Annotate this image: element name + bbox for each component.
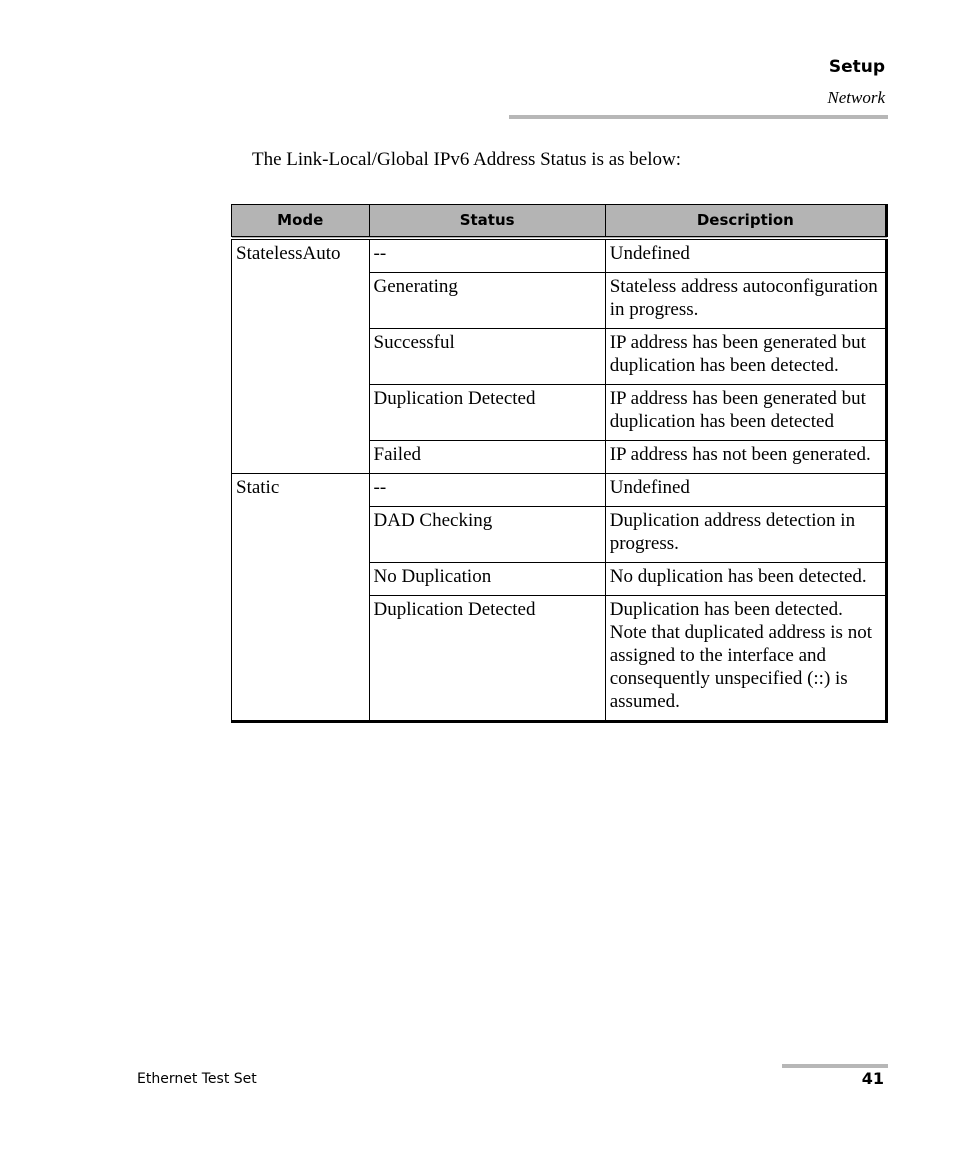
status-cell: Successful [369,329,605,385]
section-subtitle: Network [827,88,885,107]
mode-cell: Static [232,474,370,722]
status-cell: Generating [369,273,605,329]
document-name: Ethernet Test Set [137,1071,257,1087]
description-cell: IP address has been generated but duplication has been detected [605,385,886,441]
status-cell: Duplication Detected [369,385,605,441]
column-header-status: Status [369,205,605,239]
status-cell: Failed [369,441,605,474]
description-cell: Duplication address detection in progress. [605,507,886,563]
column-header-description: Description [605,205,886,239]
description-cell: No duplication has been detected. [605,563,886,596]
section-title: Setup [828,57,885,77]
ipv6-status-table [231,204,888,723]
table-row [232,238,887,273]
header-divider [509,115,888,119]
table-row [232,474,887,507]
status-cell: -- [369,238,605,273]
table-header-row [232,205,887,239]
page-number: 41 [861,1069,884,1088]
mode-cell: StatelessAuto [232,238,370,474]
description-cell: Undefined [605,474,886,507]
status-cell: DAD Checking [369,507,605,563]
status-cell: No Duplication [369,563,605,596]
footer-divider [782,1064,888,1068]
intro-text: The Link-Local/Global IPv6 Address Status is as below: [252,149,682,170]
description-cell: IP address has been generated but duplication has been detected. [605,329,886,385]
description-cell: Duplication has been detected. Note that duplicated address is not assigned to the interface and consequently unspecified (::) is assumed. [605,596,886,722]
column-header-mode: Mode [232,205,370,239]
status-cell: Duplication Detected [369,596,605,722]
description-cell: Stateless address autoconfiguration in progress. [605,273,886,329]
description-cell: IP address has not been generated. [605,441,886,474]
description-cell: Undefined [605,238,886,273]
status-cell: -- [369,474,605,507]
